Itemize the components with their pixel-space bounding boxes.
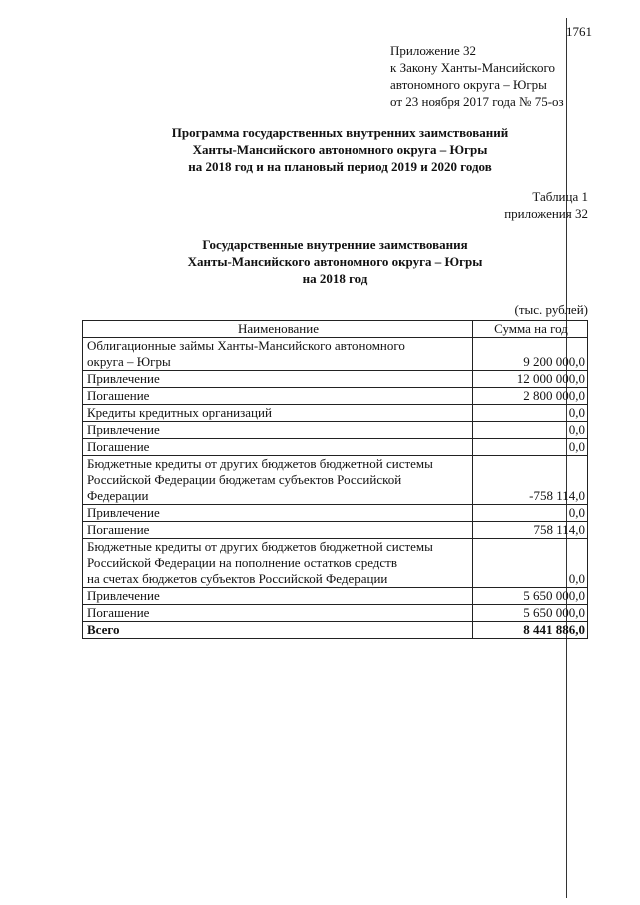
row-name: Облигационные займы Ханты-Мансийского автономного округа – Югры <box>83 338 473 371</box>
row-amount: -758 114,0 <box>473 456 588 505</box>
row-amount: 0,0 <box>473 439 588 456</box>
page-number: 1761 <box>566 24 592 39</box>
row-amount: 5 650 000,0 <box>473 605 588 622</box>
row-amount: 0,0 <box>473 539 588 588</box>
table-row <box>83 371 588 388</box>
row-name: Кредиты кредитных организаций <box>83 405 473 422</box>
table-row <box>83 539 588 588</box>
table-row <box>83 338 588 371</box>
section-title-line: Ханты-Мансийского автономного округа – Югры <box>187 254 483 269</box>
appendix-line: к Закону Ханты-Мансийского <box>390 60 555 75</box>
program-title-line: Программа государственных внутренних заимствований <box>171 125 509 140</box>
table-row <box>83 588 588 605</box>
table-total-row <box>83 622 588 639</box>
table-row <box>83 405 588 422</box>
row-name: Погашение <box>83 439 473 456</box>
section-title-line: на 2018 год <box>302 271 368 286</box>
table-header-row <box>83 321 588 338</box>
row-amount: 0,0 <box>473 505 588 522</box>
table-row <box>83 388 588 405</box>
row-name: Привлечение <box>83 422 473 439</box>
column-header-name: Наименование <box>83 321 473 338</box>
table-row <box>83 505 588 522</box>
program-title-line: Ханты-Мансийского автономного округа – Югры <box>192 142 488 157</box>
total-amount: 8 441 886,0 <box>473 622 588 639</box>
row-amount: 2 800 000,0 <box>473 388 588 405</box>
row-name: Погашение <box>83 388 473 405</box>
table-reference-line: приложения 32 <box>504 206 588 221</box>
row-amount: 9 200 000,0 <box>473 338 588 371</box>
row-name: Привлечение <box>83 505 473 522</box>
table-row <box>83 456 588 505</box>
table-row <box>83 422 588 439</box>
row-name: Погашение <box>83 522 473 539</box>
table-body <box>83 338 588 639</box>
unit-label: (тыс. рублей) <box>514 302 588 317</box>
row-amount: 0,0 <box>473 405 588 422</box>
row-name: Погашение <box>83 605 473 622</box>
table-row <box>83 522 588 539</box>
appendix-line: от 23 ноября 2017 года № 75-оз <box>390 94 564 109</box>
table-row <box>83 605 588 622</box>
row-amount: 12 000 000,0 <box>473 371 588 388</box>
program-title <box>80 124 600 175</box>
row-amount: 0,0 <box>473 422 588 439</box>
total-label: Всего <box>83 622 473 639</box>
row-name: Бюджетные кредиты от других бюджетов бюджетной системы Российской Федерации на пополнение остатков средств на счетах бюджетов субъектов Российской Федерации <box>83 539 473 588</box>
appendix-reference <box>390 42 564 110</box>
row-name: Привлечение <box>83 588 473 605</box>
table-row <box>83 439 588 456</box>
row-amount: 5 650 000,0 <box>473 588 588 605</box>
section-title-line: Государственные внутренние заимствования <box>202 237 468 252</box>
program-title-line: на 2018 год и на плановый период 2019 и 2020 годов <box>188 159 492 174</box>
column-header-amount: Сумма на год <box>473 321 588 338</box>
section-title <box>80 236 590 287</box>
row-name: Привлечение <box>83 371 473 388</box>
row-amount: 758 114,0 <box>473 522 588 539</box>
table-reference-line: Таблица 1 <box>532 189 588 204</box>
appendix-line: Приложение 32 <box>390 43 477 58</box>
appendix-line: автономного округа – Югры <box>390 77 547 92</box>
table-reference <box>470 188 588 222</box>
borrowings-table <box>82 320 588 639</box>
row-name: Бюджетные кредиты от других бюджетов бюджетной системы Российской Федерации бюджетам субъектов Российской Федерации <box>83 456 473 505</box>
